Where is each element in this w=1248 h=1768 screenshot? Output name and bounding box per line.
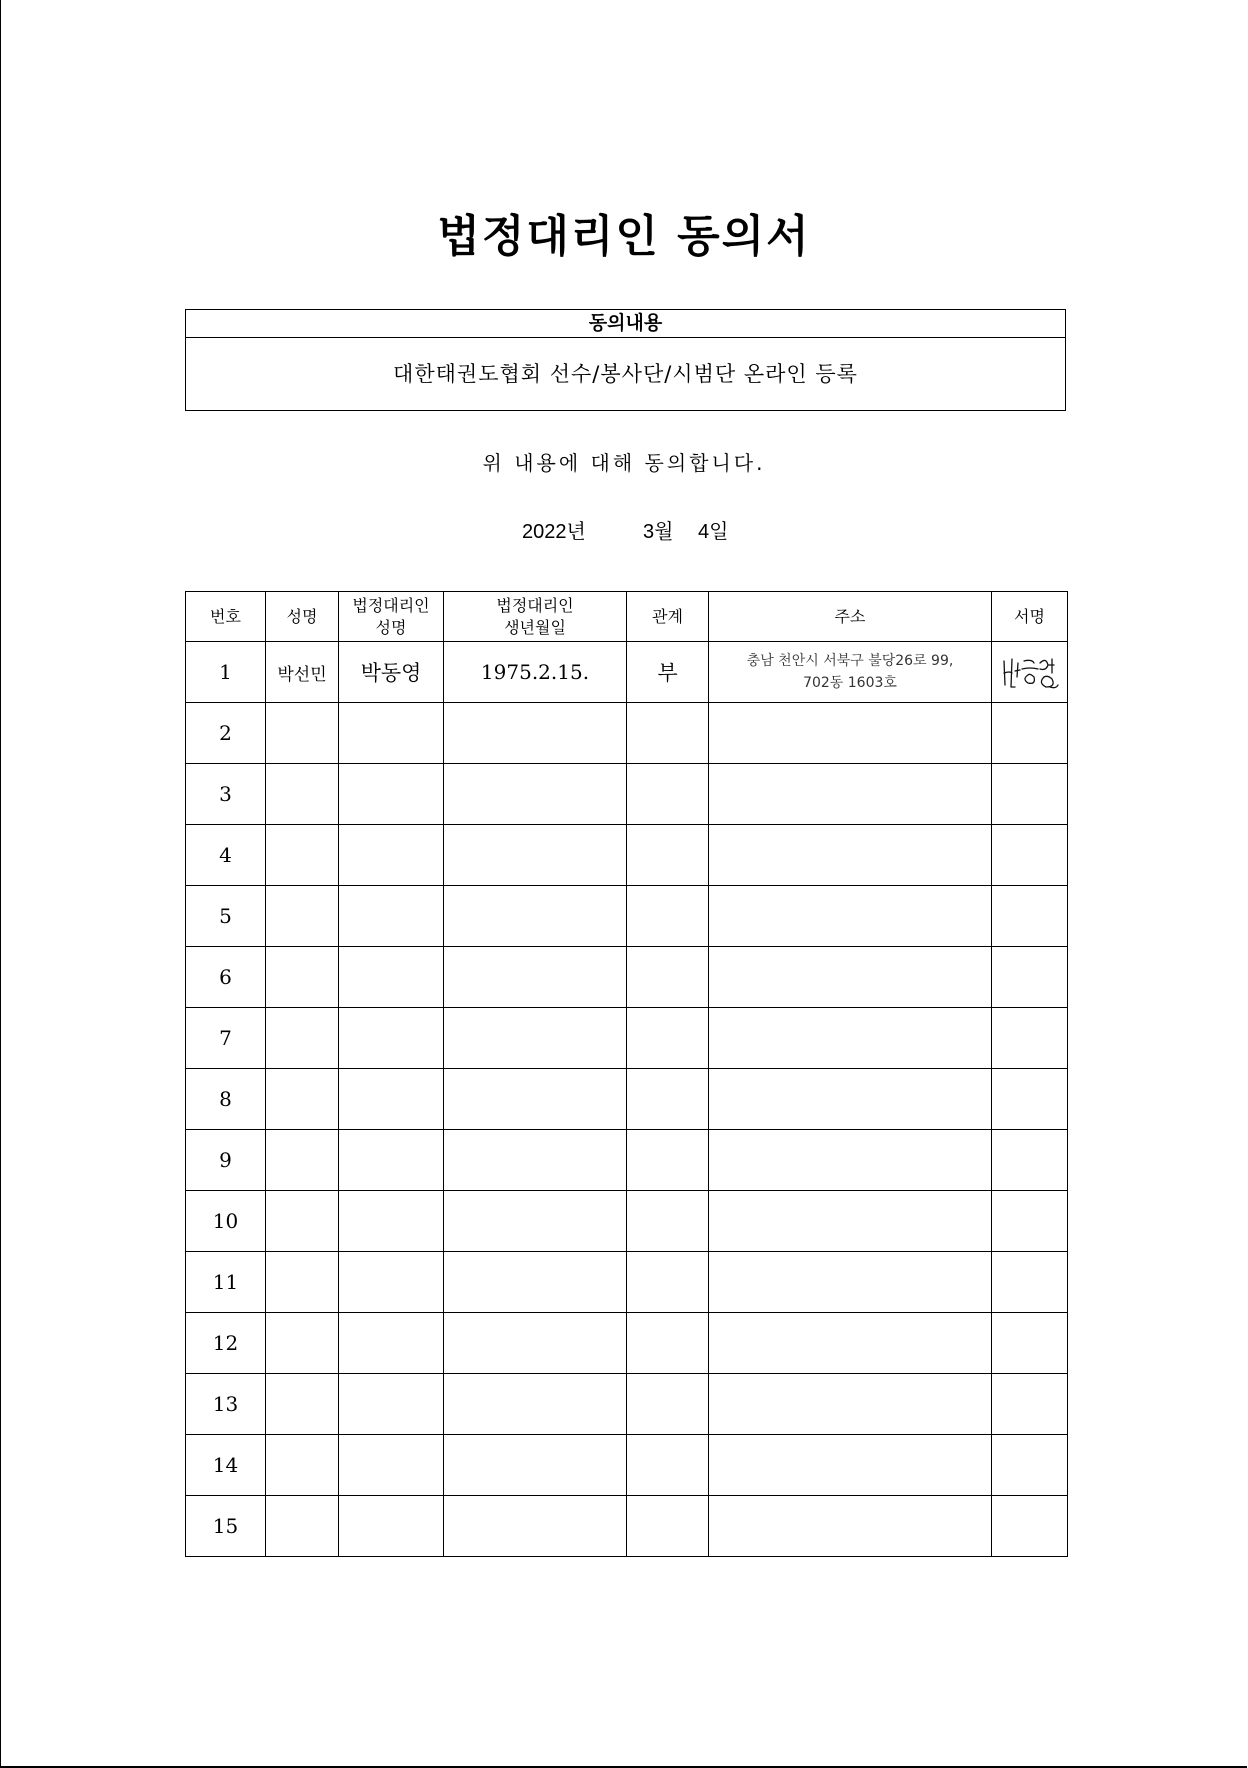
row-signature: [992, 1435, 1068, 1496]
table-row: [186, 1069, 1068, 1130]
row-signature: [992, 1191, 1068, 1252]
row-rep-name: [339, 1191, 444, 1252]
row-rep-birth: [444, 1496, 627, 1557]
row-relation: [627, 1069, 709, 1130]
row-number: 14: [186, 1435, 266, 1496]
row-number: 8: [186, 1069, 266, 1130]
row-rep-name: [339, 825, 444, 886]
row-signature: [992, 1130, 1068, 1191]
header-rep-birth: [444, 592, 627, 642]
row-signature: [992, 1374, 1068, 1435]
table-row: [186, 642, 1068, 703]
row-name: [266, 825, 339, 886]
header-rep-name-line1: 법정대리인: [352, 595, 430, 615]
row-rep-name: [339, 1130, 444, 1191]
row-name: [266, 1374, 339, 1435]
row-relation: [627, 1374, 709, 1435]
row-rep-birth: [444, 1435, 627, 1496]
row-rep-birth: [444, 1374, 627, 1435]
row-address: [709, 947, 992, 1008]
row-number: 13: [186, 1374, 266, 1435]
row-rep-birth: [444, 1069, 627, 1130]
row-number: 5: [186, 886, 266, 947]
row-relation: [627, 1313, 709, 1374]
representative-table: [185, 591, 1068, 1557]
row-rep-name: [339, 886, 444, 947]
table-row: [186, 1008, 1068, 1069]
header-relation: 관계: [627, 592, 709, 642]
row-number: 15: [186, 1496, 266, 1557]
row-name: [266, 1252, 339, 1313]
row-address: [709, 764, 992, 825]
row-name: [266, 1435, 339, 1496]
row-number: 10: [186, 1191, 266, 1252]
row-rep-birth: [444, 1252, 627, 1313]
consent-box: [185, 309, 1066, 411]
handwritten-signature-icon: [998, 649, 1062, 695]
row-signature: [992, 825, 1068, 886]
row-name: [266, 1069, 339, 1130]
header-rep-birth-line1: 법정대리인: [496, 595, 574, 615]
row-signature: [992, 1008, 1068, 1069]
row-rep-name: [339, 1069, 444, 1130]
table-row: [186, 1191, 1068, 1252]
row-number: 4: [186, 825, 266, 886]
row-name: [266, 1191, 339, 1252]
row-relation: [627, 947, 709, 1008]
row-signature: [992, 1496, 1068, 1557]
header-no: 번호: [186, 592, 266, 642]
row-relation: [627, 825, 709, 886]
table-header-row: [186, 592, 1068, 642]
row-relation: [627, 764, 709, 825]
row-number: 3: [186, 764, 266, 825]
row-relation: [627, 1252, 709, 1313]
row-number: 1: [186, 642, 266, 703]
header-address: 주소: [709, 592, 992, 642]
header-signature: 서명: [992, 592, 1068, 642]
table-row: [186, 1130, 1068, 1191]
row-address: [709, 642, 992, 703]
row-number: 6: [186, 947, 266, 1008]
table-row: [186, 825, 1068, 886]
row-rep-name: [339, 1252, 444, 1313]
row-relation: [627, 703, 709, 764]
row-rep-birth: [444, 764, 627, 825]
header-rep-name-line2: 성명: [375, 617, 407, 637]
row-name: [266, 886, 339, 947]
row-relation: [627, 1435, 709, 1496]
table-row: [186, 1313, 1068, 1374]
row-number: 12: [186, 1313, 266, 1374]
consent-content: 대한태권도협회 선수/봉사단/시범단 온라인 등록: [393, 362, 858, 386]
row-name: [266, 947, 339, 1008]
date-year: 2022년: [522, 521, 586, 543]
table-row: [186, 1435, 1068, 1496]
row-rep-birth: [444, 1313, 627, 1374]
row-relation: [627, 1130, 709, 1191]
row-number: 9: [186, 1130, 266, 1191]
row-signature: [992, 886, 1068, 947]
row-relation: [627, 1496, 709, 1557]
table-row: [186, 1496, 1068, 1557]
row-address-line2: 702동 1603호: [803, 675, 897, 691]
row-rep-birth: [444, 703, 627, 764]
row-rep-name: [339, 703, 444, 764]
row-address: [709, 886, 992, 947]
row-relation: [627, 1008, 709, 1069]
row-address: [709, 825, 992, 886]
table-row: [186, 1374, 1068, 1435]
header-name: 성명: [266, 592, 339, 642]
table-row: [186, 1252, 1068, 1313]
agreement-statement: 위 내용에 대해 동의합니다.: [482, 451, 766, 475]
table-row: [186, 764, 1068, 825]
row-address: [709, 1069, 992, 1130]
row-address: [709, 1008, 992, 1069]
row-rep-birth: [444, 886, 627, 947]
row-signature: [992, 703, 1068, 764]
row-name: [266, 1496, 339, 1557]
row-number: 7: [186, 1008, 266, 1069]
row-rep-name: [339, 1313, 444, 1374]
date-month: 3월: [643, 521, 674, 543]
row-rep-name: [339, 1435, 444, 1496]
row-address: [709, 703, 992, 764]
row-name: [266, 1130, 339, 1191]
row-signature: [992, 1069, 1068, 1130]
row-rep-name: [339, 1496, 444, 1557]
row-rep-birth: 1975.2.15.: [444, 642, 627, 703]
row-rep-name: [339, 947, 444, 1008]
row-rep-birth: [444, 1008, 627, 1069]
row-rep-name: 박동영: [339, 642, 444, 703]
row-address: [709, 1435, 992, 1496]
row-signature: [992, 1252, 1068, 1313]
document-title: 법정대리인 동의서: [437, 211, 811, 262]
row-relation: [627, 886, 709, 947]
row-rep-name: [339, 764, 444, 825]
row-name: [266, 1313, 339, 1374]
table-row: [186, 886, 1068, 947]
row-address: [709, 1313, 992, 1374]
row-address: [709, 1130, 992, 1191]
row-signature: [992, 1313, 1068, 1374]
row-rep-birth: [444, 1130, 627, 1191]
header-rep-name: [339, 592, 444, 642]
row-name: [266, 703, 339, 764]
row-address: [709, 1191, 992, 1252]
consent-header: 동의내용: [186, 310, 1065, 338]
row-address: [709, 1252, 992, 1313]
row-name: [266, 1008, 339, 1069]
row-address-line1: 충남 천안시 서북구 불당26로 99,: [746, 653, 954, 669]
row-rep-birth: [444, 947, 627, 1008]
row-relation: 부: [627, 642, 709, 703]
table-row: [186, 947, 1068, 1008]
row-rep-birth: [444, 1191, 627, 1252]
row-rep-name: [339, 1008, 444, 1069]
row-signature: [992, 764, 1068, 825]
row-number: 2: [186, 703, 266, 764]
row-name: 박선민: [266, 642, 339, 703]
table-row: [186, 703, 1068, 764]
row-name: [266, 764, 339, 825]
header-rep-birth-line2: 생년월일: [504, 617, 566, 637]
row-relation: [627, 1191, 709, 1252]
row-rep-birth: [444, 825, 627, 886]
row-signature: [992, 642, 1068, 703]
row-rep-name: [339, 1374, 444, 1435]
row-address: [709, 1374, 992, 1435]
row-address: [709, 1496, 992, 1557]
row-signature: [992, 947, 1068, 1008]
row-number: 11: [186, 1252, 266, 1313]
date-day: 4일: [698, 521, 729, 543]
